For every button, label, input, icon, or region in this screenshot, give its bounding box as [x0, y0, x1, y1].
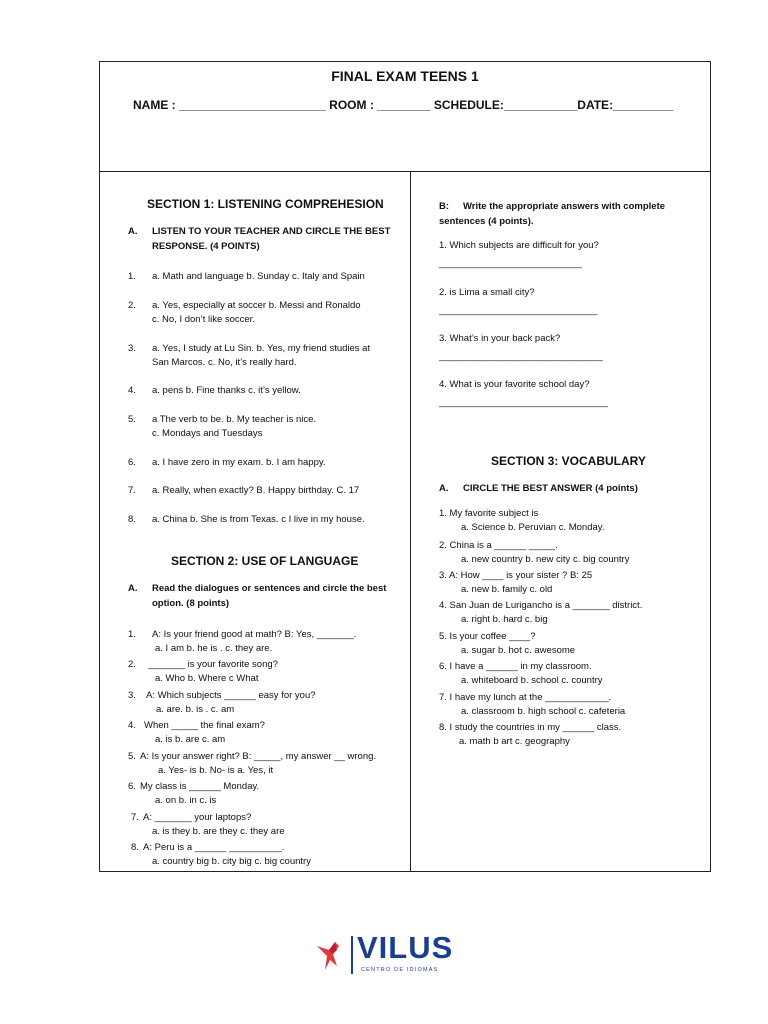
section2-instruction-label: A. [128, 583, 138, 594]
item-options: a. country big b. city big c. big country [152, 856, 311, 867]
item-text: San Marcos. c. No, it’s really hard. [152, 357, 297, 368]
item-number: 1. [128, 629, 136, 640]
written-question [439, 378, 608, 410]
grammar-item [128, 780, 259, 808]
vocab-item [439, 691, 625, 719]
item-options: a. is they b. are they c. they are [152, 826, 285, 837]
item-number: 1. [128, 271, 136, 282]
item-options: a. is b. are c. am [155, 734, 226, 745]
listening-item [128, 384, 301, 398]
item-options: a. whiteboard b. school c. country [461, 675, 603, 686]
item-question: 4. San Juan de Lurigancho is a _______ district. [439, 600, 643, 611]
partB-instruction [439, 199, 704, 229]
vilus-logo [315, 930, 455, 984]
grammar-item [128, 689, 316, 717]
answer-blank: ________________________________ [439, 397, 609, 408]
item-question: A: Which subjects ______ easy for you? [146, 690, 316, 701]
item-question: When _____ the final exam? [144, 720, 265, 731]
item-question: _______ is your favorite song? [148, 659, 278, 670]
item-question: A: Is your answer right? B: _____, my answer __ wrong. [140, 751, 377, 762]
partB-instruction-line: sentences (4 points). [439, 216, 534, 227]
grammar-item [131, 811, 285, 839]
listening-item [128, 513, 365, 527]
partB-instruction-label: B: [439, 201, 450, 212]
section3-instruction-label: A. [439, 483, 449, 494]
listening-item [128, 413, 316, 441]
item-question: 7. I have my lunch at the ____________. [439, 692, 612, 703]
section1-instruction-label: A. [128, 226, 138, 237]
section3-instruction [439, 481, 704, 496]
item-options: a. right b. hard c. big [461, 614, 548, 625]
question-text: 3. What’s in your back pack? [439, 333, 561, 344]
listening-item [128, 456, 326, 470]
item-number: 6. [128, 781, 136, 792]
grammar-item [131, 841, 311, 869]
item-number: 2. [128, 300, 136, 311]
listening-item [128, 342, 370, 370]
listening-item [128, 299, 361, 327]
item-options: a. I am b. he is . c. they are. [155, 643, 273, 654]
item-question: A: Peru is a ______ __________. [143, 842, 285, 853]
item-text: c. No, I don’t like soccer. [152, 314, 255, 325]
bird-logo-icon [315, 936, 349, 976]
item-question: A: _______ your laptops? [143, 812, 252, 823]
item-text: c. Mondays and Tuesdays [152, 428, 263, 439]
section3-instruction-text: CIRCLE THE BEST ANSWER (4 points) [463, 483, 638, 494]
vocab-item [439, 660, 603, 688]
answer-blank: ______________________________ [439, 305, 598, 316]
vocab-item [439, 599, 642, 627]
written-question [439, 239, 599, 271]
item-question: 5. Is your coffee ____? [439, 631, 536, 642]
section2-instruction-line: Read the dialogues or sentences and circle the best [152, 583, 387, 594]
item-text: a. I have zero in my exam. b. I am happy. [152, 457, 326, 468]
item-options: a. Who b. Where c What [155, 673, 259, 684]
section1-instruction-line: LISTEN TO YOUR TEACHER AND CIRCLE THE BEST [152, 226, 391, 237]
item-options: a. math b art c. geography [459, 736, 570, 747]
listening-item [128, 270, 365, 284]
item-text: a. Really, when exactly? B. Happy birthday. C. 17 [152, 485, 360, 496]
item-number: 4. [128, 720, 136, 731]
logo-wordmark: VILUS [357, 930, 454, 965]
item-question: 2. China is a ______ _____. [439, 540, 558, 551]
item-text: a. Math and language b. Sunday c. Italy and Spain [152, 271, 365, 282]
section3-title: SECTION 3: VOCABULARY [491, 454, 646, 468]
vocab-item [439, 507, 604, 535]
item-options: a. new country b. new city c. big country [461, 554, 630, 565]
written-question [439, 286, 598, 318]
item-question: 3. A: How ____ is your sister ? B: 25 [439, 570, 593, 581]
item-number: 6. [128, 457, 136, 468]
listening-item [128, 484, 359, 498]
answer-blank: ___________________________ [439, 258, 582, 269]
logo-subtitle: CENTRO DE IDIOMAS [361, 967, 439, 973]
item-question: A: Is your friend good at math? B: Yes, _______. [152, 629, 357, 640]
grammar-item [128, 658, 278, 686]
item-number: 7. [131, 812, 139, 823]
vocab-item [439, 630, 575, 658]
question-text: 1. Which subjects are difficult for you? [439, 240, 599, 251]
item-number: 5. [128, 414, 136, 425]
item-text: a. Yes, especially at soccer b. Messi and Ronaldo [152, 300, 361, 311]
section1-instruction [128, 224, 398, 254]
item-text: a. China b. She is from Texas. c I live in my house. [152, 514, 365, 525]
item-number: 3. [128, 343, 136, 354]
item-options: a. classroom b. high school c. cafeteria [461, 706, 626, 717]
item-options: a. Yes- is b. No- is a. Yes, it [158, 765, 274, 776]
student-info-fields: NAME : ______________________ ROOM : ________ SCHEDULE:___________DATE:_________ [133, 98, 674, 112]
item-text: a. Yes, I study at Lu Sin. b. Yes, my friend studies at [152, 343, 371, 354]
item-number: 8. [131, 842, 139, 853]
exam-title: FINAL EXAM TEENS 1 [331, 68, 479, 84]
section1-title: SECTION 1: LISTENING COMPREHESION [147, 197, 384, 211]
item-options: a. Science b. Peruvian c. Monday. [461, 522, 605, 533]
grammar-item [128, 719, 265, 747]
partB-instruction-line: Write the appropriate answers with complete [463, 201, 666, 212]
item-number: 4. [128, 385, 136, 396]
item-options: a. sugar b. hot c. awesome [461, 645, 576, 656]
vocab-item [439, 539, 629, 567]
item-number: 7. [128, 485, 136, 496]
section2-title: SECTION 2: USE OF LANGUAGE [171, 554, 359, 568]
logo-divider [351, 936, 353, 974]
question-text: 2. is Lima a small city? [439, 287, 535, 298]
item-number: 5. [128, 751, 136, 762]
item-question: 1. My favorite subject is [439, 508, 539, 519]
item-options: a. are. b. is . c. am [156, 704, 235, 715]
item-text: a The verb to be. b. My teacher is nice. [152, 414, 317, 425]
written-question [439, 332, 603, 364]
item-options: a. on b. in c. is [155, 795, 217, 806]
item-question: 8. I study the countries in my ______ class. [439, 722, 622, 733]
vocab-item [439, 721, 621, 749]
answer-blank: _______________________________ [439, 351, 603, 362]
grammar-item [128, 628, 356, 656]
item-options: a. new b. family c. old [461, 584, 553, 595]
item-number: 8. [128, 514, 136, 525]
item-number: 3. [128, 690, 136, 701]
column-divider [410, 171, 411, 872]
item-number: 2. [128, 659, 136, 670]
item-text: a. pens b. Fine thanks c. it’s yellow. [152, 385, 301, 396]
exam-header [100, 62, 710, 172]
grammar-item [128, 750, 376, 778]
item-question: 6. I have a ______ in my classroom. [439, 661, 592, 672]
item-question: My class is ______ Monday. [140, 781, 260, 792]
section1-instruction-line: RESPONSE. (4 POINTS) [152, 241, 260, 252]
exam-sheet [99, 61, 711, 872]
section2-instruction-line: option. (8 points) [152, 598, 230, 609]
question-text: 4. What is your favorite school day? [439, 379, 590, 390]
vocab-item [439, 569, 592, 597]
section2-instruction [128, 581, 403, 611]
